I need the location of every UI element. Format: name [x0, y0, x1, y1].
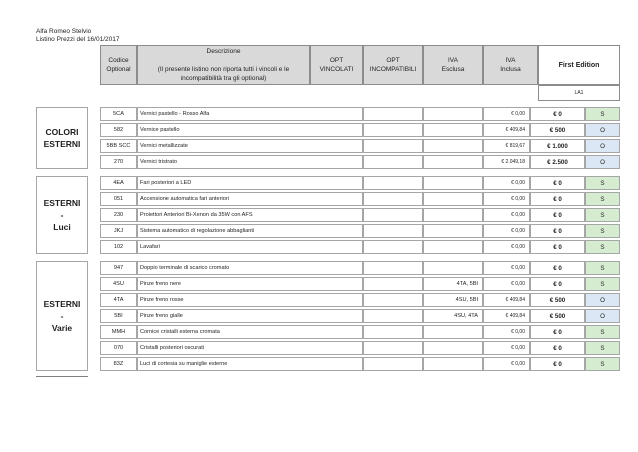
first-edition-status: S [585, 261, 620, 275]
optional-code: 230 [100, 208, 137, 222]
first-edition-status: O [585, 309, 620, 323]
price-excl-vat: € 0,00 [483, 341, 530, 355]
optional-code: 4EA [100, 176, 137, 190]
optional-code: 270 [100, 155, 137, 169]
header-descrizione: Descrizione (Il presente listino non riporta tutti i vincoli e le incompatibilità tra gli optional) [137, 45, 310, 85]
opt-vincolati-cell [363, 107, 423, 121]
optional-description: Accensione automatica fari anteriori [137, 192, 363, 206]
opt-vincolati-cell [363, 293, 423, 307]
section-label: ESTERNI - Luci [36, 176, 88, 254]
opt-incompatibili-cell: 4SU, 5BI [423, 293, 483, 307]
optional-description: Vernici pastello - Rosso Alfa [137, 107, 363, 121]
optional-code: JKJ [100, 224, 137, 238]
opt-vincolati-cell [363, 192, 423, 206]
price-excl-vat: € 0,00 [483, 192, 530, 206]
price-incl-vat: € 500 [530, 123, 585, 137]
table-row [100, 224, 620, 238]
price-excl-vat: € 409,84 [483, 123, 530, 137]
optional-description: Vernice pastello [137, 123, 363, 137]
price-incl-vat: € 0 [530, 277, 585, 291]
section-label: COLORI ESTERNI [36, 107, 88, 169]
price-excl-vat: € 409,84 [483, 309, 530, 323]
price-excl-vat: € 0,00 [483, 357, 530, 371]
optional-description: Cristalli posteriori oscurati [137, 341, 363, 355]
opt-vincolati-cell [363, 309, 423, 323]
price-incl-vat: € 0 [530, 208, 585, 222]
price-excl-vat: € 0,00 [483, 277, 530, 291]
first-edition-status: O [585, 139, 620, 153]
optional-code: 4TA [100, 293, 137, 307]
opt-vincolati-cell [363, 357, 423, 371]
optional-description: Cornice cristalli esterna cromata [137, 325, 363, 339]
price-excl-vat: € 0,00 [483, 261, 530, 275]
section-label: ESTERNI - Varie [36, 261, 88, 371]
table-row [100, 293, 620, 307]
first-edition-status: S [585, 341, 620, 355]
header-opt-incompatibili: OPT INCOMPATIBILI [363, 45, 423, 85]
opt-vincolati-cell [363, 261, 423, 275]
optional-description: Luci di cortesia su maniglie esterne [137, 357, 363, 371]
header-codice: Codice Optional [100, 45, 137, 85]
opt-incompatibili-cell [423, 224, 483, 238]
opt-incompatibili-cell [423, 155, 483, 169]
first-edition-status: S [585, 192, 620, 206]
price-incl-vat: € 0 [530, 176, 585, 190]
first-edition-status: S [585, 240, 620, 254]
divider [36, 376, 88, 377]
table-row [100, 208, 620, 222]
header-iva-inclusa: IVA Inclusa [483, 45, 538, 85]
price-excl-vat: € 0,00 [483, 176, 530, 190]
opt-vincolati-cell [363, 341, 423, 355]
table-row [100, 341, 620, 355]
price-incl-vat: € 500 [530, 309, 585, 323]
optional-code: 947 [100, 261, 137, 275]
price-incl-vat: € 0 [530, 224, 585, 238]
first-edition-status: S [585, 325, 620, 339]
opt-incompatibili-cell: 4TA, 5BI [423, 277, 483, 291]
optional-description: Fari posteriori a LED [137, 176, 363, 190]
first-edition-status: S [585, 357, 620, 371]
opt-incompatibili-cell [423, 192, 483, 206]
header-opt-vincolati: OPT VINCOLATI [310, 45, 363, 85]
price-incl-vat: € 500 [530, 293, 585, 307]
price-incl-vat: € 1.000 [530, 139, 585, 153]
table-row [100, 325, 620, 339]
version-code: LA1 [538, 85, 620, 101]
optional-code: MMH [100, 325, 137, 339]
opt-incompatibili-cell: 4SU, 4TA [423, 309, 483, 323]
header-iva-esclusa: IVA Esclusa [423, 45, 483, 85]
optional-code: 5CA [100, 107, 137, 121]
optional-description: Pinze freno nere [137, 277, 363, 291]
optional-code: 83Z [100, 357, 137, 371]
opt-incompatibili-cell [423, 357, 483, 371]
optional-description: Pinze freno gialle [137, 309, 363, 323]
optional-code: 582 [100, 123, 137, 137]
opt-incompatibili-cell [423, 341, 483, 355]
first-edition-status: S [585, 208, 620, 222]
price-excl-vat: € 0,00 [483, 325, 530, 339]
optional-code: 5BI [100, 309, 137, 323]
opt-vincolati-cell [363, 155, 423, 169]
price-incl-vat: € 0 [530, 341, 585, 355]
optional-description: Vernici metallizzate [137, 139, 363, 153]
table-row [100, 309, 620, 323]
table-row [100, 139, 620, 153]
first-edition-status: S [585, 176, 620, 190]
opt-incompatibili-cell [423, 107, 483, 121]
opt-vincolati-cell [363, 208, 423, 222]
price-excl-vat: € 0,00 [483, 240, 530, 254]
price-incl-vat: € 2.500 [530, 155, 585, 169]
price-incl-vat: € 0 [530, 325, 585, 339]
price-excl-vat: € 409,84 [483, 293, 530, 307]
header-first-edition: First Edition [538, 45, 620, 85]
optional-description: Sistema automatico di regolazione abbaglianti [137, 224, 363, 238]
opt-incompatibili-cell [423, 139, 483, 153]
first-edition-status: S [585, 224, 620, 238]
opt-vincolati-cell [363, 277, 423, 291]
optional-code: 051 [100, 192, 137, 206]
price-excl-vat: € 0,00 [483, 107, 530, 121]
optional-description: Vernici tristrato [137, 155, 363, 169]
table-row [100, 107, 620, 121]
optional-code: 5BB SCC [100, 139, 137, 153]
optional-code: 102 [100, 240, 137, 254]
table-row [100, 261, 620, 275]
price-excl-vat: € 2.049,18 [483, 155, 530, 169]
opt-incompatibili-cell [423, 208, 483, 222]
opt-incompatibili-cell [423, 325, 483, 339]
price-incl-vat: € 0 [530, 261, 585, 275]
table-row [100, 277, 620, 291]
price-excl-vat: € 0,00 [483, 224, 530, 238]
price-excl-vat: € 0,00 [483, 208, 530, 222]
first-edition-status: S [585, 277, 620, 291]
table-row [100, 176, 620, 190]
table-row [100, 240, 620, 254]
price-excl-vat: € 819,67 [483, 139, 530, 153]
table-row [100, 357, 620, 371]
first-edition-status: O [585, 123, 620, 137]
table-row [100, 155, 620, 169]
price-list-date: Listino Prezzi del 16/01/2017 [36, 36, 120, 43]
table-row [100, 123, 620, 137]
opt-incompatibili-cell [423, 176, 483, 190]
opt-incompatibili-cell [423, 240, 483, 254]
document-title: Alfa Romeo Stelvio [36, 28, 92, 35]
optional-description: Doppio terminale di scarico cromato [137, 261, 363, 275]
optional-description: Proiettori Anteriori Bi-Xenon da 35W con AFS [137, 208, 363, 222]
first-edition-status: O [585, 155, 620, 169]
opt-incompatibili-cell [423, 123, 483, 137]
first-edition-status: O [585, 293, 620, 307]
optional-description: Pinze freno rosse [137, 293, 363, 307]
optional-code: 4SU [100, 277, 137, 291]
opt-vincolati-cell [363, 176, 423, 190]
opt-vincolati-cell [363, 123, 423, 137]
price-incl-vat: € 0 [530, 192, 585, 206]
opt-vincolati-cell [363, 224, 423, 238]
opt-incompatibili-cell [423, 261, 483, 275]
optional-code: 070 [100, 341, 137, 355]
price-incl-vat: € 0 [530, 240, 585, 254]
first-edition-status: S [585, 107, 620, 121]
opt-vincolati-cell [363, 240, 423, 254]
optional-description: Lavafari [137, 240, 363, 254]
price-incl-vat: € 0 [530, 357, 585, 371]
opt-vincolati-cell [363, 139, 423, 153]
opt-vincolati-cell [363, 325, 423, 339]
price-incl-vat: € 0 [530, 107, 585, 121]
table-row [100, 192, 620, 206]
